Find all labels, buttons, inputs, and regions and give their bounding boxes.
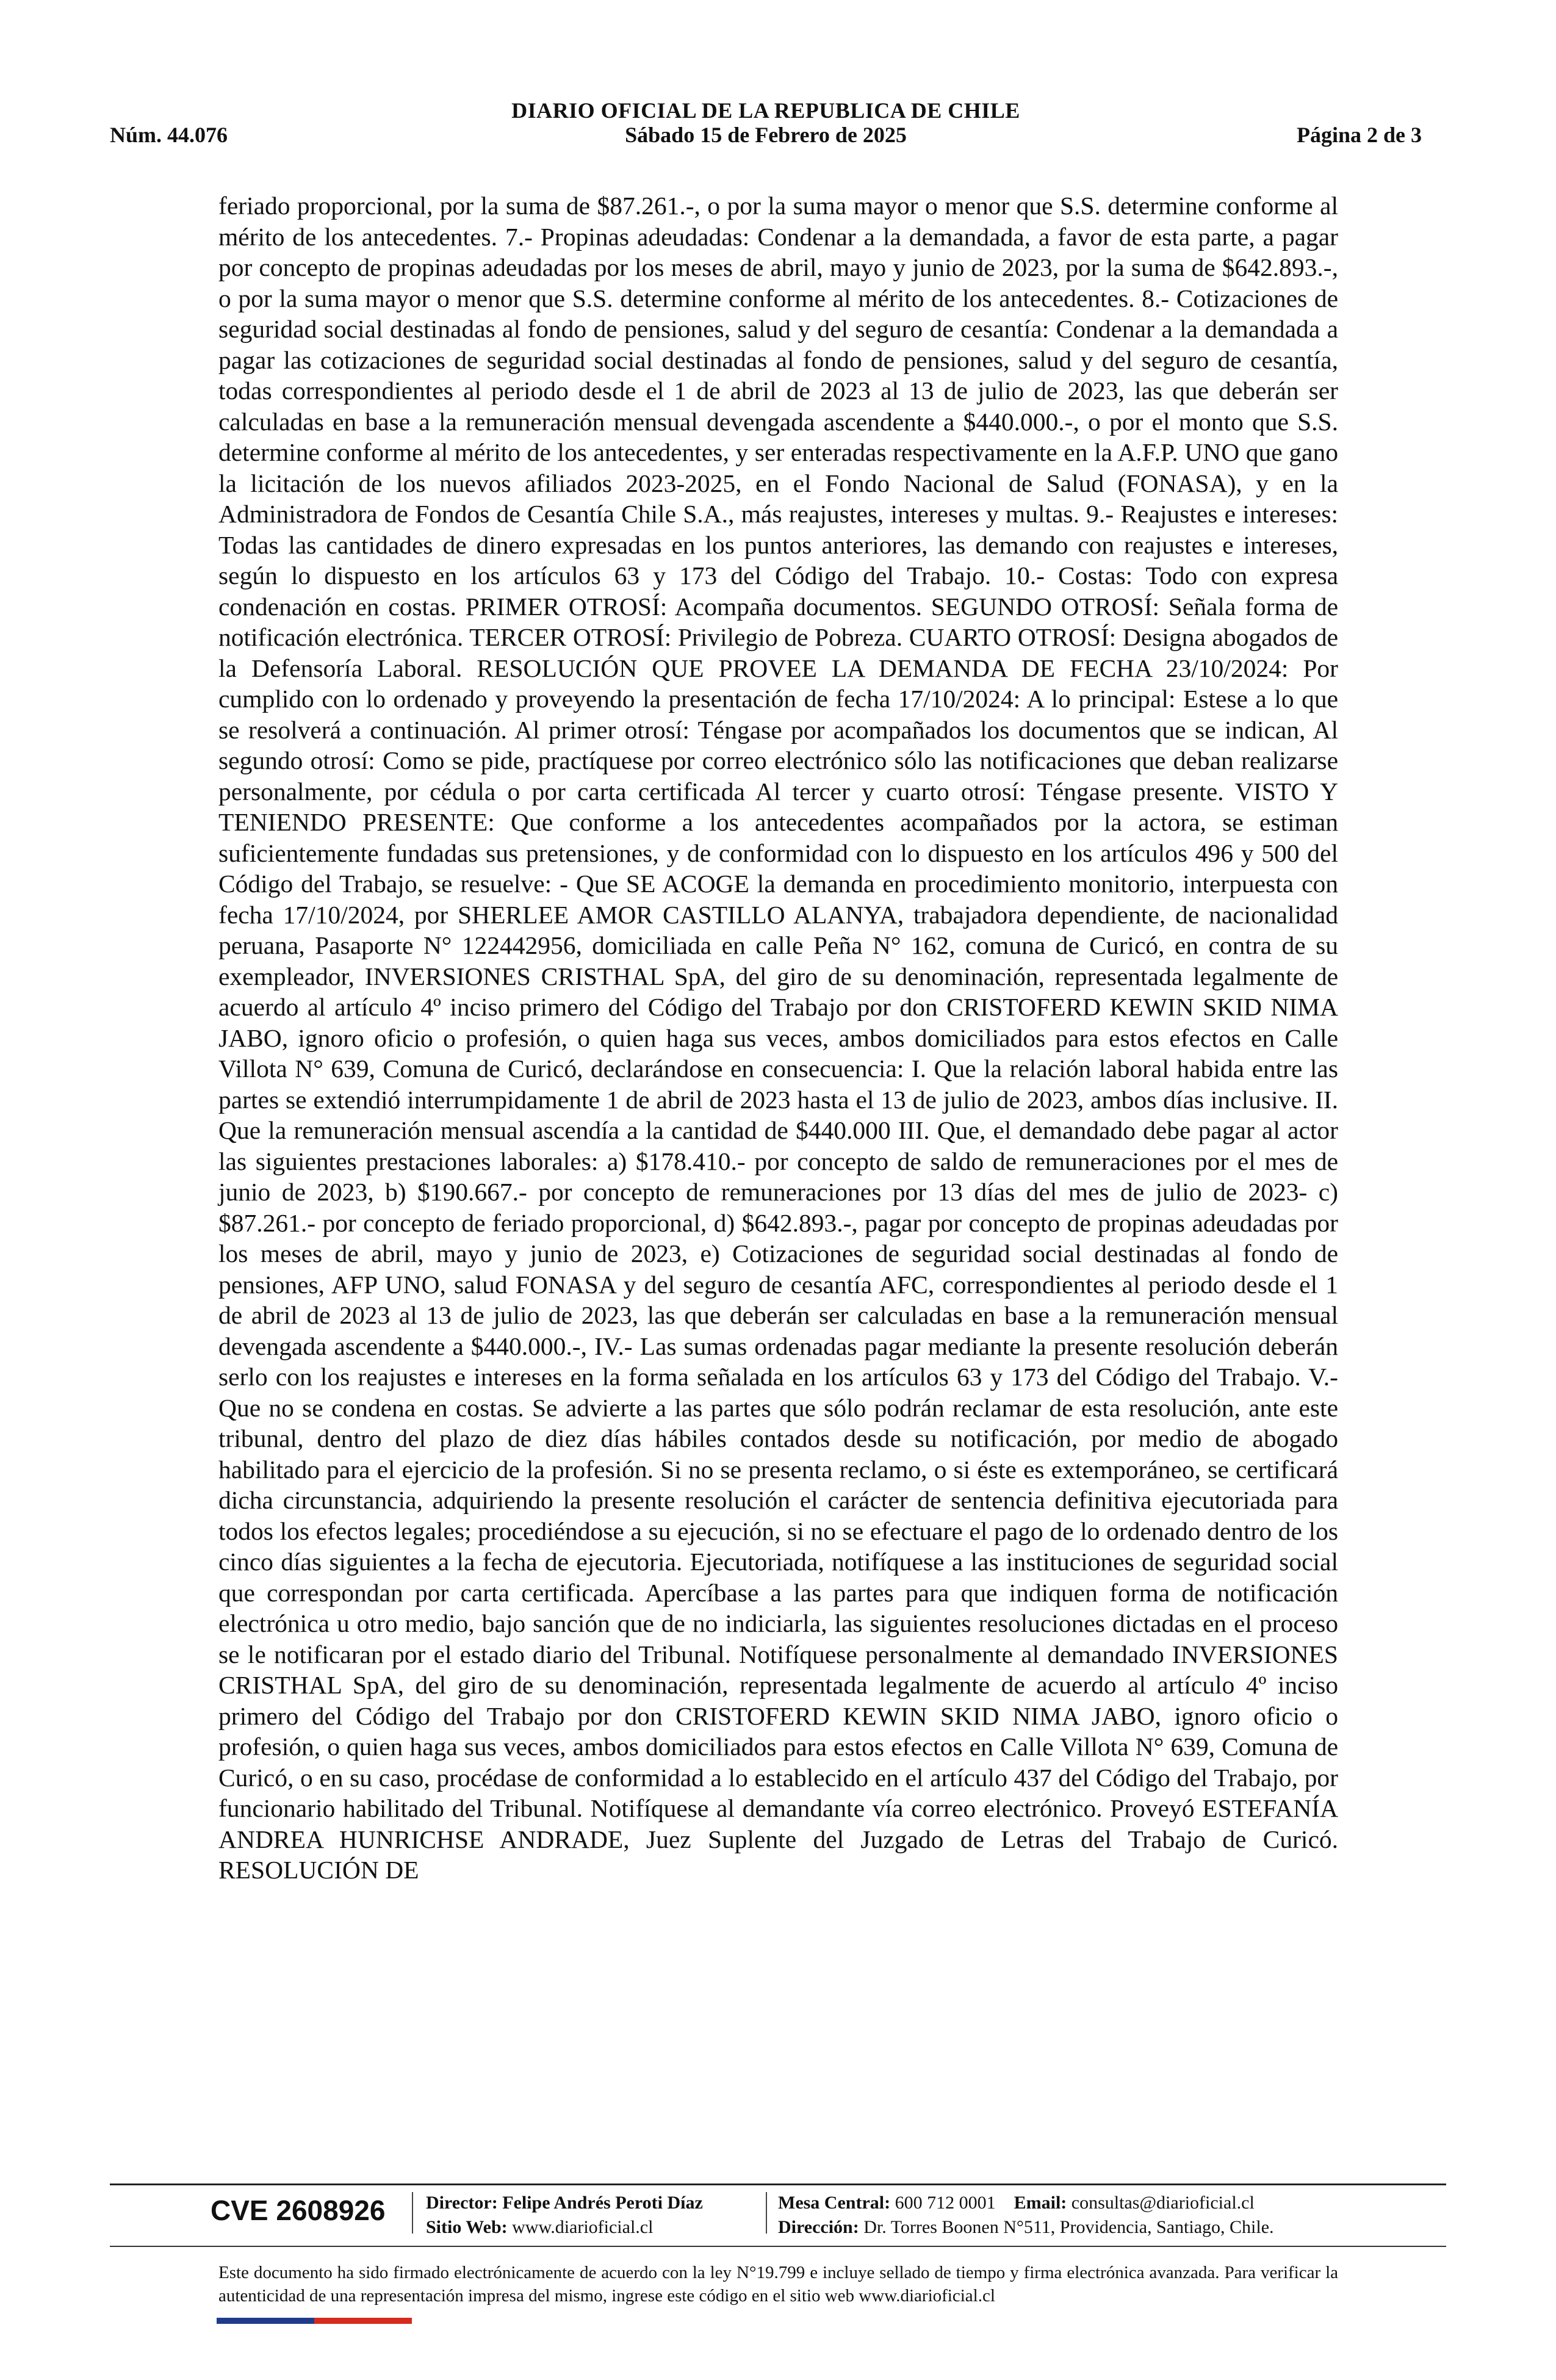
- body-text: feriado proporcional, por la suma de $87.261.-, o por la suma mayor o menor que S.S. determine conforme al mérito de los antecedentes. 7.- Propinas adeudadas: Condenar a la demandada, a favor de esta parte, a pagar por concepto de propinas adeudadas por los meses de abril, mayo y junio de 2023, por la suma de $642.893.-, o por la suma mayor o menor que S.S. determine conforme al mérito de los antecedentes. 8.- Cotizaciones de seguridad social destinadas al fondo de pensiones, salud y del seguro de cesantía: Condenar a la demandada a pagar las cotizaciones de seguridad social destinadas al fondo de pensiones, salud y del seguro de cesantía, todas correspondientes al periodo desde el 1 de abril de 2023 al 13 de julio de 2023, las que deberán ser calculadas en base a la remuneración mensual devengada ascendente a $440.000.-, o por el monto que S.S. determine conforme al mérito de los antecedentes, y ser enteradas respectivamente en la A.F.P. UNO que gano la licitación de los nuevos afiliados 2023-2025, en el Fondo Nacional de Salud (FONASA), y en la Administradora de Fondos de Cesantía Chile S.A., más reajustes, intereses y multas. 9.- Reajustes e intereses: Todas las cantidades de dinero expresadas en los puntos anteriores, las demando con reajustes e intereses, según lo dispuesto en los artículos 63 y 173 del Código del Trabajo. 10.- Costas: Todo con expresa condenación en costas. PRIMER OTROSÍ: Acompaña documentos. SEGUNDO OTROSÍ: Señala forma de notificación electrónica. TERCER OTROSÍ: Privilegio de Pobreza. CUARTO OTROSÍ: Designa abogados de la Defensoría Laboral. RESOLUCIÓN QUE PROVEE LA DEMANDA DE FECHA 23/10/2024: Por cumplido con lo ordenado y proveyendo la presentación de fecha 17/10/2024: A lo principal: Estese a lo que se resolverá a continuación. Al primer otrosí: Téngase por acompañados los documentos que se indican, Al segundo otrosí: Como se pide, practíquese por correo electrónico sólo las notificaciones que deban realizarse personalmente, por cédula o por carta certificada Al tercer y cuarto otrosí: Téngase presente. VISTO Y TENIENDO PRESENTE: Que conforme a los antecedentes acompañados por la actora, se estiman suficientemente fundadas sus pretensiones, y de conformidad con lo dispuesto en los artículos 496 y 500 del Código del Trabajo, se resuelve: - Que SE ACOGE la demanda en procedimiento monitorio, interpuesta con fecha 17/10/2024, por SHERLEE AMOR CASTILLO ALANYA, trabajadora dependiente, de nacionalidad peruana, Pasaporte N° 122442956, domiciliada en calle Peña N° 162, comuna de Curicó, en contra de su exempleador, INVERSIONES CRISTHAL SpA, del giro de su denominación, representada legalmente de acuerdo al artículo 4º inciso primero del Código del Trabajo por don CRISTOFERD KEWIN SKID NIMA JABO, ignoro oficio o profesión, o quien haga sus veces, ambos domiciliados para estos efectos en Calle Villota N° 639, Comuna de Curicó, declarándose en consecuencia: I. Que la relación laboral habida entre las partes se extendió interrumpidamente 1 de abril de 2023 hasta el 13 de julio de 2023, ambos días inclusive. II. Que la remuneración mensual ascendía a la cantidad de $440.000 III. Que, el demandado debe pagar al actor las siguientes prestaciones laborales: a) $178.410.- por concepto de saldo de remuneraciones por el mes de junio de 2023, b) $190.667.- por concepto de remuneraciones por 13 días del mes de julio de 2023- c) $87.261.- por concepto de feriado proporcional, d) $642.893.-, pagar por concepto de propinas adeudadas por los meses de abril, mayo y junio de 2023, e) Cotizaciones de seguridad social destinadas al fondo de pensiones, AFP UNO, salud FONASA y del seguro de cesantía AFC, correspondientes al periodo desde el 1 de abril de 2023 al 13 de julio de 2023, las que deberán ser calculadas en base a la remuneración mensual devengada ascendente a $440.000.-, IV.- Las sumas ordenadas pagar mediante la presente resolución deberán serlo con los reajustes e intereses en la forma señalada en los artículos 63 y 173 del Código del Trabajo. V.- Que no se condena en costas. Se advierte a las partes que sólo podrán reclamar de esta resolución, ante este tribunal, dentro del plazo de diez días hábiles contados desde su notificación, por medio de abogado habilitado para el ejercicio de la profesión. Si no se presenta reclamo, o si éste es extemporáneo, se certificará dicha circunstancia, adquiriendo la presente resolución el carácter de sentencia definitiva ejecutoriada para todos los efectos legales; procediéndose a su ejecución, si no se efectuare el pago de lo ordenado dentro de los cinco días siguientes a la fecha de ejecutoria. Ejecutoriada, notifíquese a las instituciones de seguridad social que correspondan por carta certificada. Apercíbase a las partes para que indiquen forma de notificación electrónica u otro medio, bajo sanción que de no indiciarla, las siguientes resoluciones dictadas en el proceso se le notificaran por el estado diario del Tribunal. Notifíquese personalmente al demandado INVERSIONES CRISTHAL SpA, del giro de su denominación, representada legalmente de acuerdo al artículo 4º inciso primero del Código del Trabajo por don CRISTOFERD KEWIN SKID NIMA JABO, ignoro oficio o profesión, o quien haga sus veces, ambos domiciliados para estos efectos en Calle Villota N° 639, Comuna de Curicó, o en su caso, procédase de conformidad a lo establecido en el artículo 437 del Código del Trabajo, por funcionario habilitado del Tribunal. Notifíquese al demandante vía correo electrónico. Proveyó ESTEFANÍA ANDREA HUNRICHSE ANDRADE, Juez Suplente del Juzgado de Letras del Trabajo de Curicó. RESOLUCIÓN DE: [218, 192, 1338, 1884]
- director-name: Felipe Andrés Peroti Díaz: [502, 2193, 703, 2213]
- footer-divider-left: [412, 2192, 413, 2234]
- chile-flag-stripe: [217, 2318, 412, 2324]
- email-link[interactable]: consultas@diarioficial.cl: [1071, 2193, 1255, 2213]
- website-label: Sitio Web:: [426, 2217, 508, 2237]
- flag-blue-segment: [217, 2318, 314, 2324]
- signature-disclaimer: Este documento ha sido firmado electrónicamente de acuerdo con la ley N°19.799 e incluye sellado de tiempo y firma electrónica avanzada. Para verificar la autenticidad de una representación impresa del mismo, ingrese este código en el sitio web www.diarioficial.cl: [218, 2263, 1338, 2306]
- address-text: Dr. Torres Boonen N°511, Providencia, Santiago, Chile.: [863, 2217, 1274, 2237]
- footer-contact-block: [778, 2191, 1274, 2240]
- phone-number: 600 712 0001: [895, 2193, 996, 2213]
- page-header: [110, 92, 1422, 153]
- email-label: Email:: [1014, 2193, 1067, 2213]
- flag-red-segment: [314, 2318, 412, 2324]
- director-label: Director:: [426, 2193, 498, 2213]
- footer-bottom-rule: [110, 2246, 1446, 2247]
- cve-code: CVE 2608926: [211, 2194, 386, 2226]
- footer-director-block: [426, 2191, 703, 2240]
- phone-label: Mesa Central:: [778, 2193, 891, 2213]
- issue-date: Sábado 15 de Febrero de 2025: [625, 123, 907, 147]
- page-indicator: Página 2 de 3: [1296, 123, 1422, 147]
- address-label: Dirección:: [778, 2217, 859, 2237]
- issue-number: Núm. 44.076: [110, 123, 228, 147]
- website-link[interactable]: www.diarioficial.cl: [512, 2217, 654, 2237]
- footer-divider-right: [766, 2192, 767, 2234]
- footer-top-rule: [110, 2183, 1446, 2185]
- newspaper-title: DIARIO OFICIAL DE LA REPUBLICA DE CHILE: [511, 98, 1020, 123]
